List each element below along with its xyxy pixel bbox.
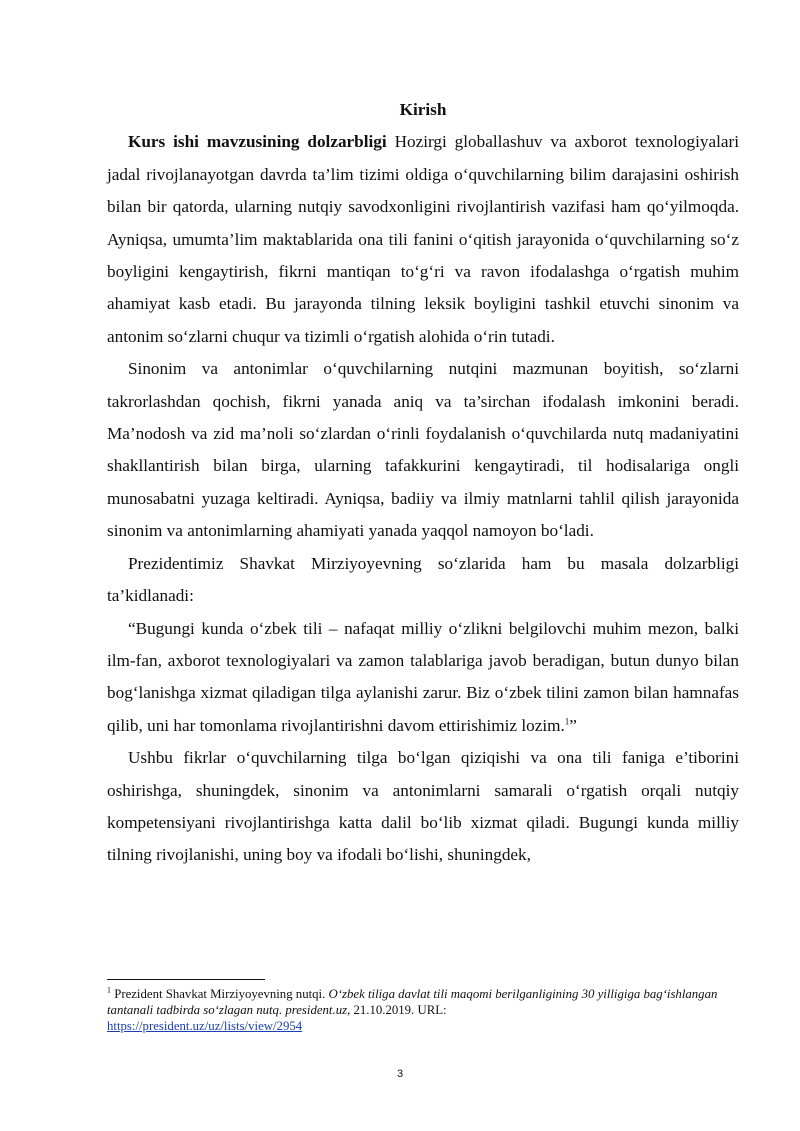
footnote-source: O‘zbek tiliga davlat tili maqomi berilganligining 30 yilligiga bag‘ishlangan tantanali tadbirda so‘zlagan nutq. president.uz,	[107, 987, 718, 1018]
paragraph-quote	[107, 613, 739, 743]
paragraph-lead: Kurs ishi mavzusining dolzarbligi	[128, 132, 387, 152]
page-body	[107, 94, 739, 872]
paragraph-text: Ushbu fikrlar o‘quvchilarning tilga bo‘lgan qiziqishi va ona tili faniga e’tiborini oshirishga, shuningdek, sinonim va antonimlarni samarali o‘rgatish orqali nutqiy kompetensiyani rivojlantirishga katta dalil bo‘lib xizmat qiladi. Bugungi kunda milliy tilning rivojlanishi, uning boy va ifodali bo‘lishi, shuningdek,	[107, 748, 739, 865]
footnote-separator	[107, 979, 265, 980]
paragraph-text: Hozirgi globallashuv va axborot texnologiyalari jadal rivojlanayotgan davrda ta’lim tizimi oldiga o‘quvchilarning bilim darajasini oshirish bilan bir qatorda, ularning nutqiy savodxonligini rivojlantirish vazifasi ham qo‘yilmoqda. Ayniqsa, umumta’lim maktablarida ona tili fanini o‘qitish jarayonida o‘quvchilarning so‘z boyligini kengaytirish, fikrni mantiqan to‘g‘ri va ravon ifodalashga o‘rgatish muhim ahamiyat kasb etadi. Bu jarayonda tilning leksik boyligini tashkil etuvchi sinonim va antonim so‘zlarni chuqur va tizimli o‘rgatish alohida o‘rin tutadi.	[107, 132, 739, 346]
paragraph-president-intro	[107, 548, 739, 613]
footnote-link[interactable]: https://president.uz/uz/lists/view/2954	[107, 1019, 303, 1034]
paragraph-text: Sinonim va antonimlar o‘quvchilarning nutqini mazmunan boyitish, so‘zlarni takrorlashdan qochish, fikrni yanada aniq va ta’sirchan ifodalash imkonini beradi. Ma’nodosh va zid ma’noli so‘zlardan o‘rinli foydalanish o‘quvchilarda nutq madaniyatini shakllantirish bilan birga, ularning tafakkurini kengaytiradi, til hodisalariga ongli munosabatni yuzaga keltiradi. Ayniqsa, badiiy va ilmiy matnlarni tahlil qilish jarayonida sinonim va antonimlarning ahamiyati yanada yaqqol namoyon bo‘ladi.	[107, 359, 739, 541]
footnote-author: Prezident Shavkat Mirziyoyevning nutqi.	[111, 987, 329, 1001]
quote-text: “Bugungi kunda o‘zbek tili – nafaqat milliy o‘zlikni belgilovchi muhim mezon, balki ilm-fan, axborot texnologiyalari va zamon talablariga javob beradigan, butun dunyo bilan bog‘lanishga xizmat qiladigan tilga aylanishi zarur. Biz o‘zbek tilini zamon bilan hamnafas qilib, uni har tomonlama rivojlantirishni davom ettirishimiz lozim.	[107, 618, 739, 735]
paragraph-relevance	[107, 126, 739, 353]
quote-close: ”	[569, 715, 577, 735]
footnote-reference[interactable]: 1	[564, 715, 570, 726]
footnote-marker: 1	[107, 985, 111, 995]
footnote	[107, 986, 739, 1035]
paragraph-text: Prezidentimiz Shavkat Mirziyoyevning so‘zlarida ham bu masala dolzarbligi ta’kidlanadi:	[107, 553, 739, 606]
page-number: 3	[396, 1068, 404, 1080]
footnote-date: 21.10.2019. URL:	[350, 1003, 447, 1018]
section-title: Kirish	[399, 100, 447, 119]
paragraph-synonyms	[107, 353, 739, 547]
paragraph-conclusion	[107, 742, 739, 872]
